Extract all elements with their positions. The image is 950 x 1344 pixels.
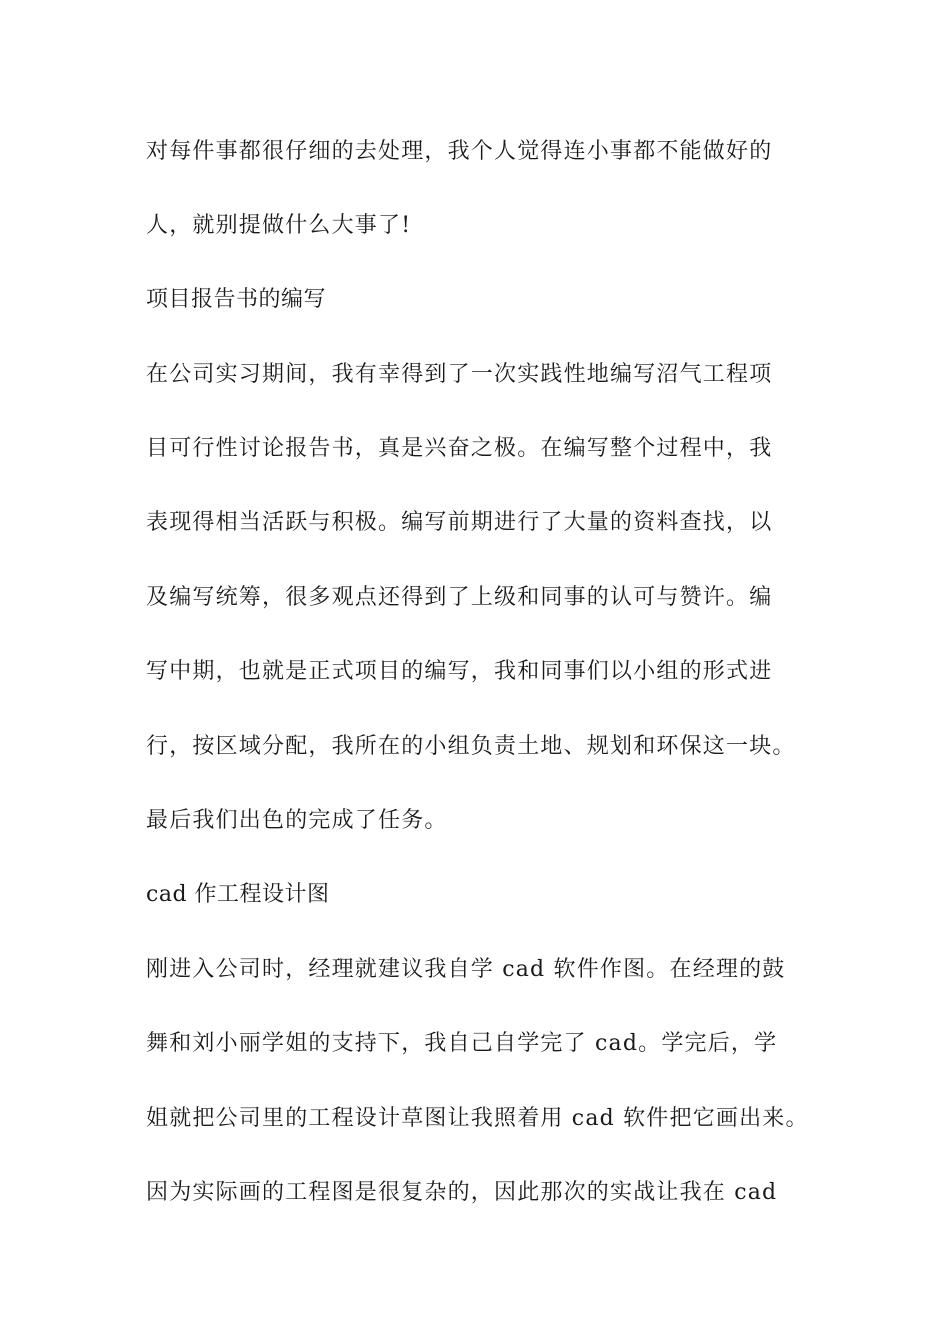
paragraph-line: 目可行性讨论报告书，真是兴奋之极。在编写整个过程中，我 [146,436,773,461]
paragraph-line: 舞和刘小丽学姐的支持下，我自己自学完了 cad。学完后，学 [146,1031,778,1056]
paragraph-line: 行，按区域分配，我所在的小组负责土地、规划和环保这一块。 [146,734,796,759]
paragraph-line: 最后我们出色的完成了任务。 [146,808,448,833]
paragraph-line: 在公司实习期间，我有幸得到了一次实践性地编写沼气工程项 [146,362,773,387]
paragraph-line: 刚进入公司时，经理就建议我自学 cad 软件作图。在经理的鼓 [146,957,786,982]
paragraph-line: 姐就把公司里的工程设计草图让我照着用 cad 软件把它画出来。 [146,1106,809,1131]
paragraph-line: 因为实际画的工程图是很复杂的，因此那次的实战让我在 cad [146,1180,778,1205]
paragraph-line: 表现得相当活跃与积极。编写前期进行了大量的资料查找，以 [146,510,773,535]
section-heading: 项目报告书的编写 [146,287,327,312]
paragraph-line: 及编写统筹，很多观点还得到了上级和同事的认可与赞许。编 [146,585,773,610]
section-heading: cad 作工程设计图 [146,882,330,907]
paragraph-line: 人，就别提做什么大事了! [146,213,412,238]
paragraph-line: 写中期，也就是正式项目的编写，我和同事们以小组的形式进 [146,659,773,684]
paragraph-line: 对每件事都很仔细的去处理，我个人觉得连小事都不能做好的 [146,139,773,164]
